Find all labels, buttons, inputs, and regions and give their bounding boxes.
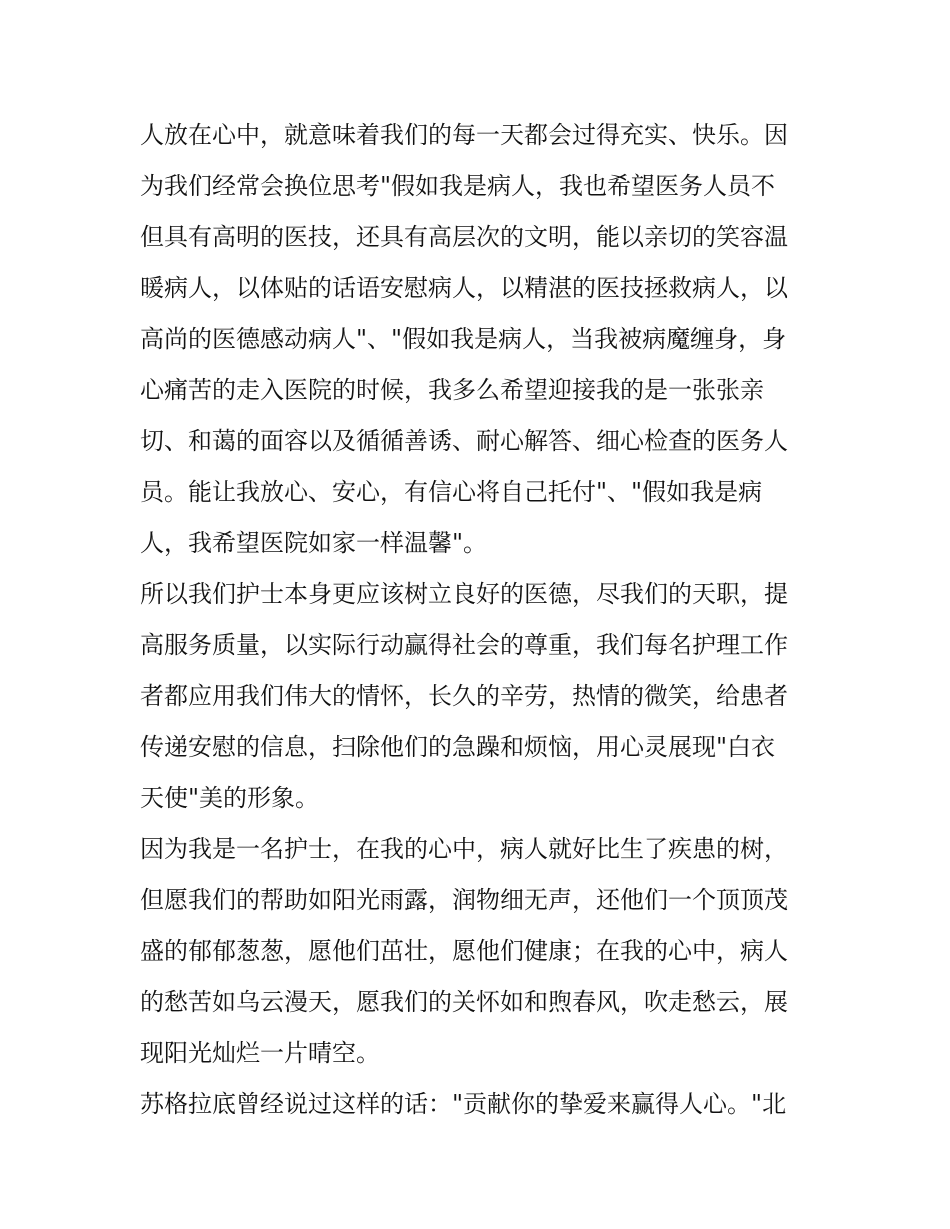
text-line: 但具有高明的医技，还具有高层次的文明，能以亲切的笑容温 [140, 223, 788, 251]
text-line: 但愿我们的帮助如阳光雨露，润物细无声，还他们一个顶顶茂 [140, 886, 788, 914]
text-line: 高尚的医德感动病人"、"假如我是病人，当我被病魔缠身，身 [140, 325, 787, 353]
text-line: 暖病人，以体贴的话语安慰病人，以精湛的医技拯救病人，以 [140, 274, 788, 302]
text-line: 所以我们护士本身更应该树立良好的医德，尽我们的天职，提 [140, 580, 788, 608]
text-line: 苏格拉底曾经说过这样的话："贡献你的挚爱来赢得人心。"北 [140, 1090, 787, 1118]
text-line: 盛的郁郁葱葱，愿他们茁壮，愿他们健康；在我的心中，病人 [140, 937, 788, 965]
text-line: 者都应用我们伟大的情怀，长久的辛劳，热情的微笑，给患者 [140, 682, 788, 710]
text-line: 传递安慰的信息，扫除他们的急躁和烦恼，用心灵展现"白衣 [140, 733, 776, 761]
text-line: 现阳光灿烂一片晴空。 [140, 1039, 380, 1067]
text-line: 切、和蔼的面容以及循循善诱、耐心解答、细心检查的医务人 [140, 427, 788, 455]
text-line: 人，我希望医院如家一样温馨"。 [140, 529, 488, 557]
document-body [140, 110, 820, 1130]
text-line: 高服务质量，以实际行动赢得社会的尊重，我们每名护理工作 [140, 631, 788, 659]
text-line: 因为我是一名护士，在我的心中，病人就好比生了疾患的树， [140, 835, 788, 863]
text-line: 心痛苦的走入医院的时候，我多么希望迎接我的是一张张亲 [140, 376, 764, 404]
text-line: 的愁苦如乌云漫天，愿我们的关怀如和煦春风，吹走愁云，展 [140, 988, 788, 1016]
text-line: 员。能让我放心、安心，有信心将自己托付"、"假如我是病 [140, 478, 763, 506]
text-line: 人放在心中，就意味着我们的每一天都会过得充实、快乐。因 [140, 121, 788, 149]
text-line: 天使"美的形象。 [140, 784, 320, 812]
text-line: 为我们经常会换位思考"假如我是病人，我也希望医务人员不 [140, 172, 776, 200]
